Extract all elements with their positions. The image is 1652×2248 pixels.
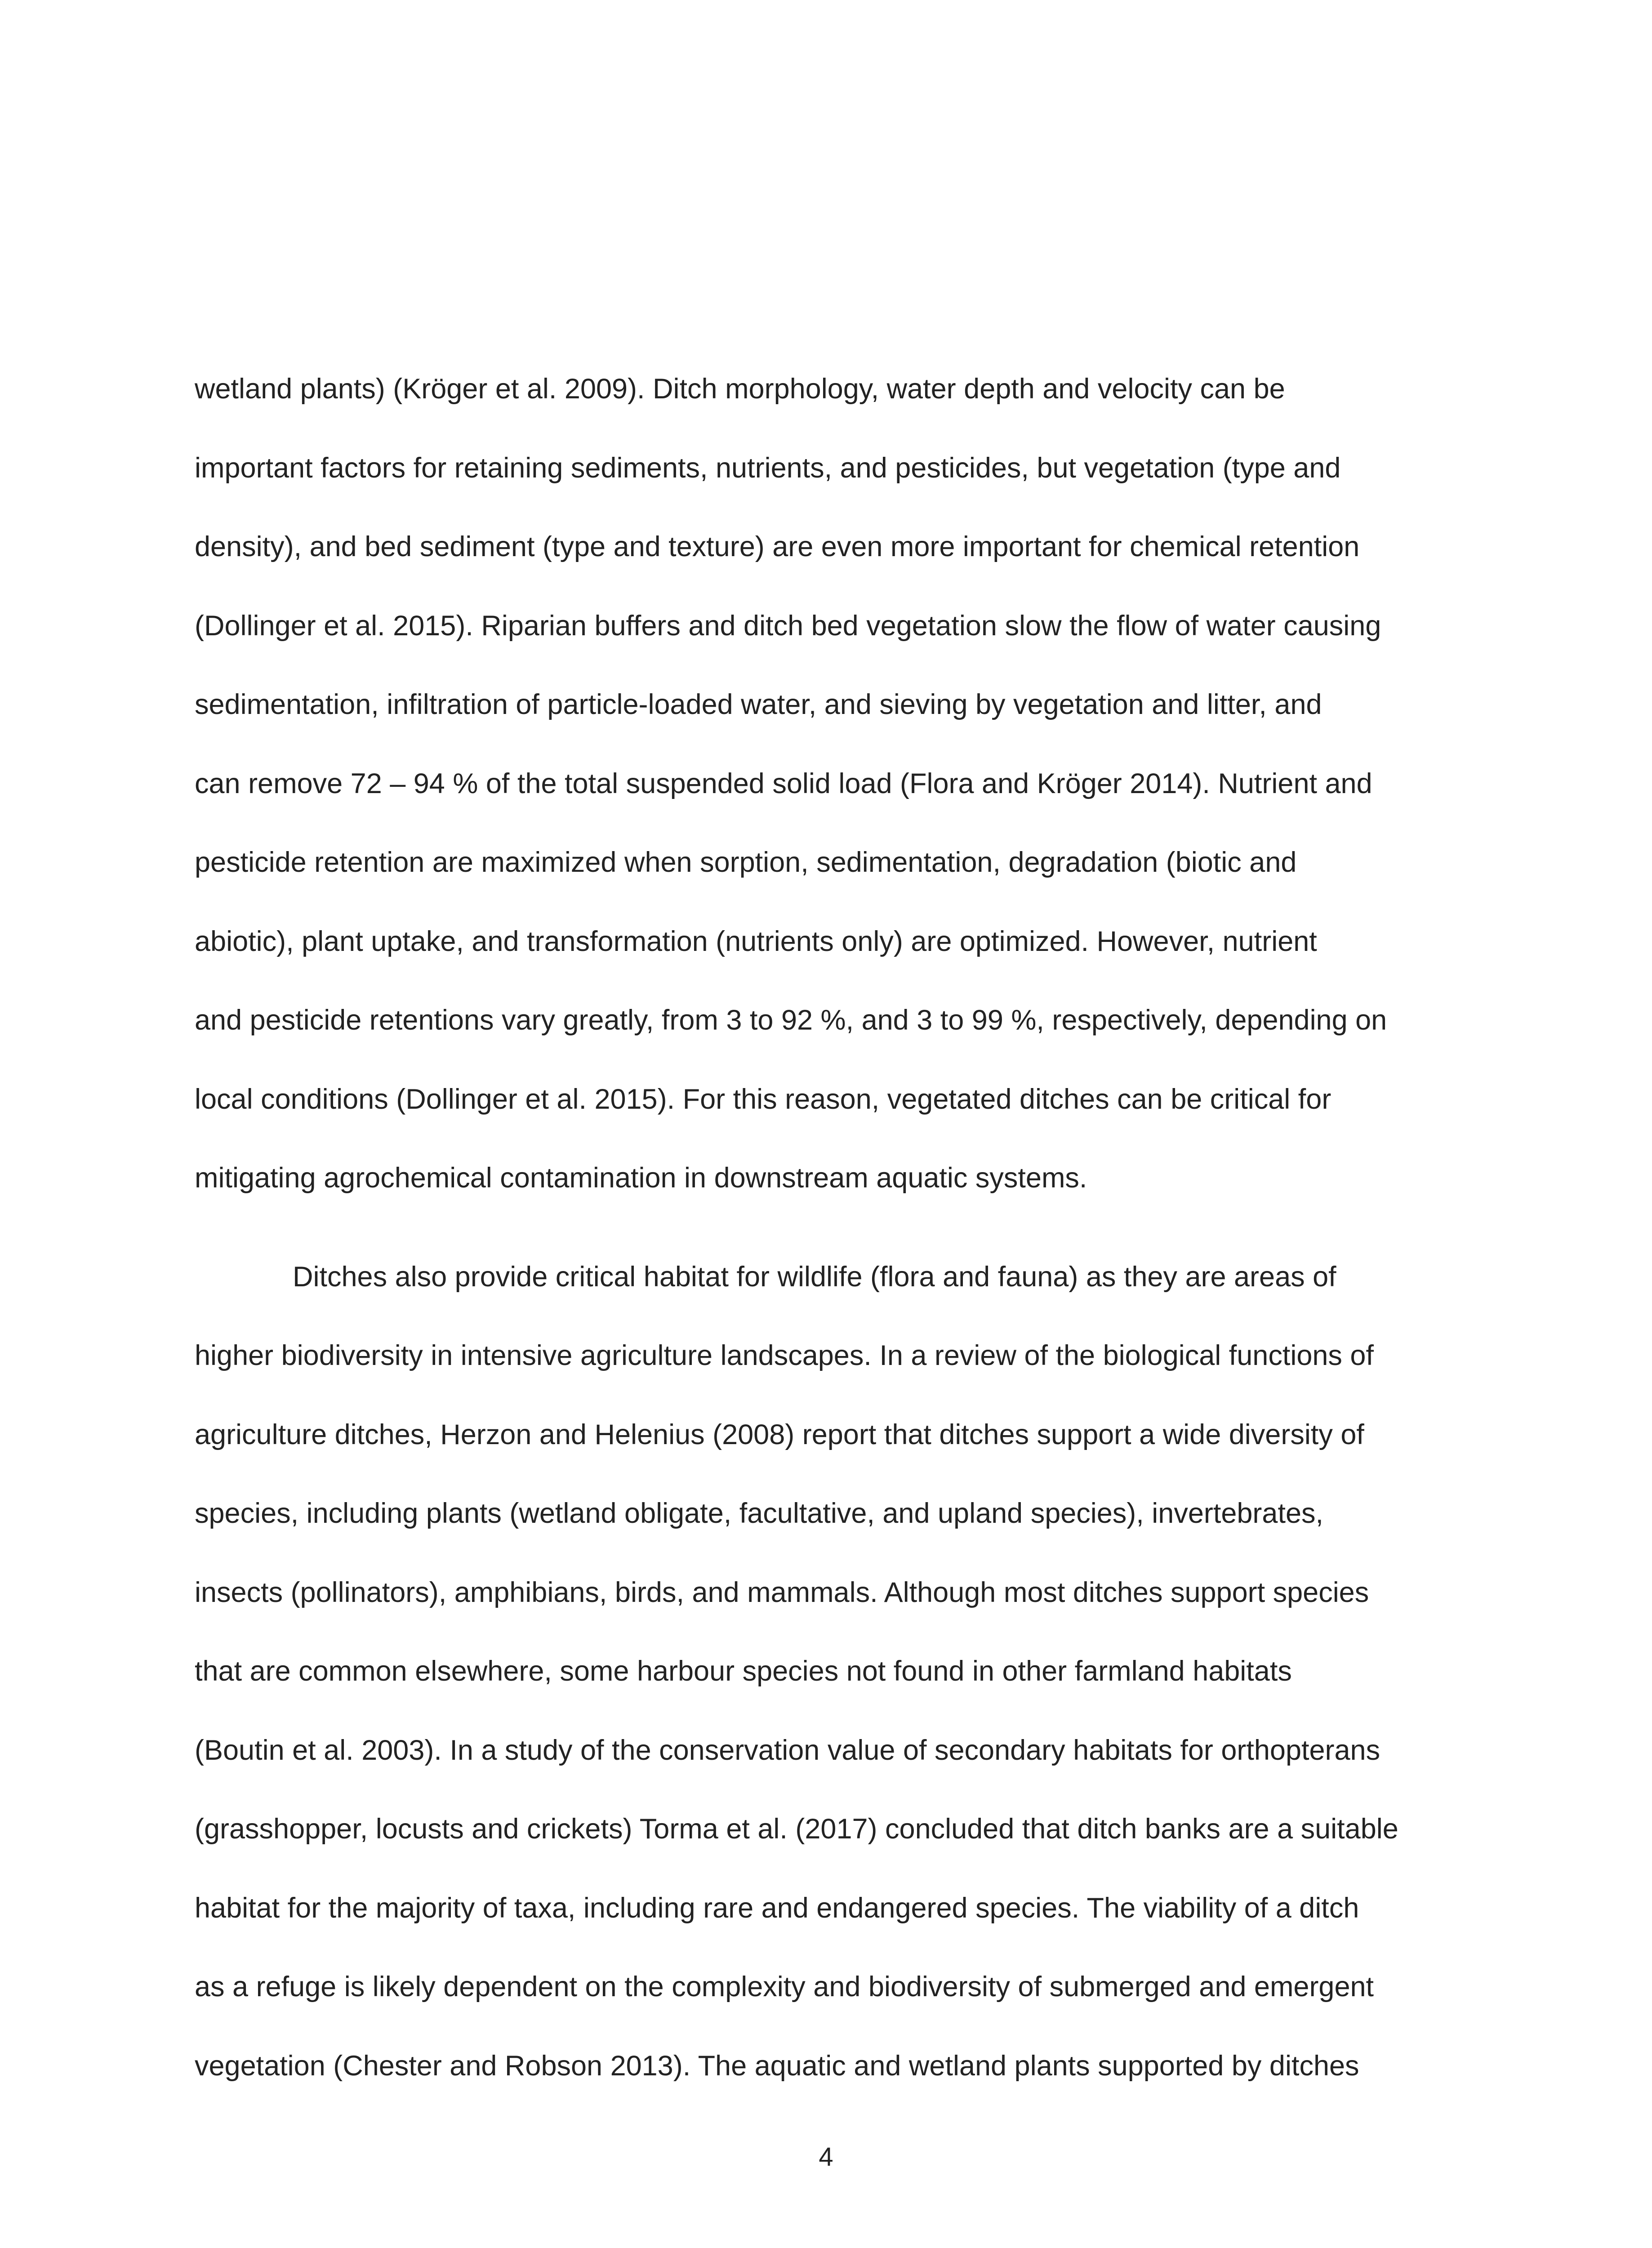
text-line: wetland plants) (Kröger et al. 2009). Ditch morphology, water depth and velocity can be bbox=[195, 373, 1285, 405]
paragraph-1 bbox=[195, 362, 1467, 1230]
text-line: Ditches also provide critical habitat for wildlife (flora and fauna) as they are areas of bbox=[293, 1261, 1336, 1293]
text-line: can remove 72 – 94 % of the total suspended solid load (Flora and Kröger 2014). Nutrient and bbox=[195, 767, 1372, 799]
text-line: insects (pollinators), amphibians, birds, and mammals. Although most ditches support species bbox=[195, 1576, 1369, 1608]
text-line: important factors for retaining sediments, nutrients, and pesticides, but vegetation (type and bbox=[195, 452, 1341, 484]
text-line: as a refuge is likely dependent on the complexity and biodiversity of submerged and emergent bbox=[195, 1971, 1374, 2003]
text-line: abiotic), plant uptake, and transformation (nutrients only) are optimized. However, nutrient bbox=[195, 925, 1317, 957]
text-line: (Dollinger et al. 2015). Riparian buffers and ditch bed vegetation slow the flow of water causing bbox=[195, 610, 1381, 642]
text-line: higher biodiversity in intensive agriculture landscapes. In a review of the biological functions of bbox=[195, 1340, 1374, 1371]
text-line: habitat for the majority of taxa, including rare and endangered species. The viability of a ditch bbox=[195, 1892, 1359, 1924]
text-line: and pesticide retentions vary greatly, from 3 to 92 %, and 3 to 99 %, respectively, depending on bbox=[195, 1004, 1387, 1036]
text-line: agriculture ditches, Herzon and Helenius (2008) report that ditches support a wide diversity of bbox=[195, 1418, 1364, 1450]
text-line: local conditions (Dollinger et al. 2015). For this reason, vegetated ditches can be critical for bbox=[195, 1083, 1331, 1115]
paragraph-2 bbox=[195, 1250, 1467, 2118]
text-line: mitigating agrochemical contamination in downstream aquatic systems. bbox=[195, 1162, 1087, 1194]
text-line: density), and bed sediment (type and texture) are even more important for chemical retention bbox=[195, 531, 1360, 562]
text-line: vegetation (Chester and Robson 2013). The aquatic and wetland plants supported by ditches bbox=[195, 2050, 1359, 2082]
text-line: (Boutin et al. 2003). In a study of the conservation value of secondary habitats for orthopterans bbox=[195, 1734, 1380, 1766]
page-number: 4 bbox=[819, 2142, 833, 2172]
body-text bbox=[195, 362, 1467, 2118]
text-line: pesticide retention are maximized when sorption, sedimentation, degradation (biotic and bbox=[195, 847, 1297, 878]
paragraph-spacer bbox=[195, 1230, 1467, 1250]
text-line: that are common elsewhere, some harbour species not found in other farmland habitats bbox=[195, 1655, 1292, 1687]
text-line: sedimentation, infiltration of particle-loaded water, and sieving by vegetation and litter, and bbox=[195, 689, 1322, 720]
text-line: (grasshopper, locusts and crickets) Torma et al. (2017) concluded that ditch banks are a suitable bbox=[195, 1813, 1398, 1845]
text-line: species, including plants (wetland obligate, facultative, and upland species), invertebrates, bbox=[195, 1498, 1323, 1529]
